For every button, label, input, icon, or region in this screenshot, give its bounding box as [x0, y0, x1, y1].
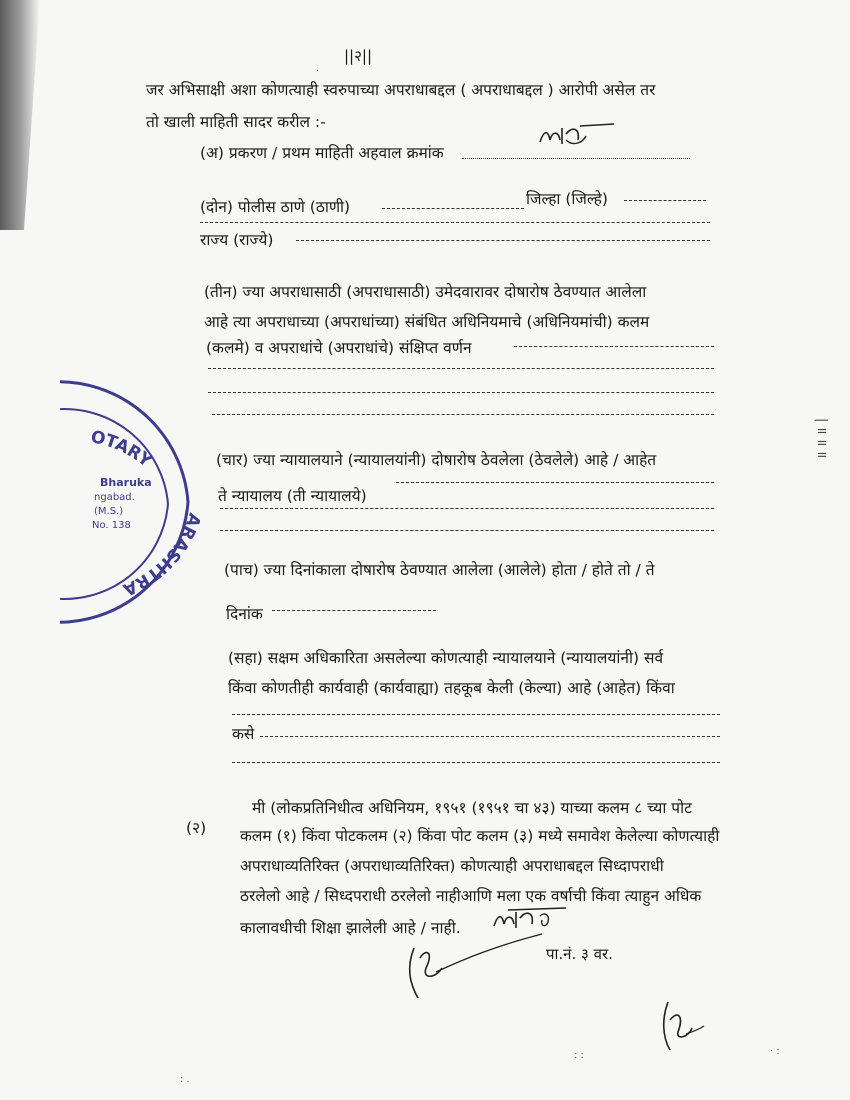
section-2-line-3: अपराधाव्यतिरिक्त (अपराधाव्यतिरिक्त) कोणत्याही अपराधाबद्दल सिध्दापराधी [240, 857, 664, 875]
item-two-line-2: राज्य (राज्ये) [200, 231, 274, 249]
signature-1 [396, 928, 546, 1008]
item-a-handwritten-answer [536, 118, 616, 158]
item-four-line-1: (चार) ज्या न्यायालयाने (न्यायालयांनी) दोषारोष ठेवलेला (ठेवलेले) आहे / आहेत [216, 451, 657, 469]
item-a-label: (अ) प्रकरण / प्रथम माहिती अहवाल क्रमांक [200, 144, 444, 162]
item-three-line-1: (तीन) ज्या अपराधासाठी (अपराधासाठी) उमेदवारावर दोषारोष ठेवण्यात आलेला [204, 283, 647, 301]
item-four-dash-1 [396, 482, 714, 483]
item-two-dash-4 [296, 240, 710, 241]
stamp-city: ngabad. [94, 492, 135, 503]
item-three-dash-4 [212, 414, 714, 415]
item-four-dash-3 [220, 530, 714, 531]
item-six-line-2: किंवा कोणतीही कार्यवाही (कार्यवाह्या) तहकूब केली (केल्या) आहे (आहेत) किंवा [228, 679, 675, 697]
item-two-dash-1 [382, 208, 524, 209]
item-three-line-3: (कलमे) व अपराधांचे (अपराधांचे) संक्षिप्त वर्णन [206, 339, 472, 357]
stamp-state: (M.S.) [94, 506, 124, 517]
scan-speck-2: : . [180, 1074, 190, 1085]
section-2-line-5: कालावधीची शिक्षा झालेली आहे / नाही. [240, 919, 461, 937]
item-five-dash-1 [272, 610, 436, 611]
page-number: ||२|| [344, 47, 373, 65]
scan-speck-3: : : [574, 1050, 584, 1061]
item-six-dash-3 [232, 762, 720, 763]
item-two-dash-2 [624, 200, 706, 201]
section-2-line-4: ठरलेलो आहे / सिध्दपराधी ठरलेलो नाहीआणि मला एक वर्षाची किंवा त्याहुन अधिक [240, 887, 702, 905]
continued-note: पा.नं. ३ वर. [546, 945, 613, 963]
scan-speck-4: · : [770, 1046, 780, 1057]
stamp-reg: No. 138 [92, 520, 131, 531]
item-three-dash-2 [208, 368, 714, 369]
stamp-name: Bharuka [100, 476, 152, 489]
item-five-line-2: दिनांक [226, 605, 263, 623]
stamp-bottom-text: RASHTRA [119, 522, 200, 600]
item-three-dash-1 [514, 346, 714, 347]
item-two-dash-3 [200, 222, 710, 223]
item-six-dash-1 [232, 714, 720, 715]
item-four-line-2: ते न्यायालय (ती न्यायालये) [218, 487, 367, 505]
item-five-line-1: (पाच) ज्या दिनांकाला दोषारोष ठेवण्यात आलेला (आलेले) होता / होते तो / ते [224, 561, 655, 579]
right-margin-marks: | ॥ ॥ ॥ [814, 418, 829, 459]
section-2-line-2: कलम (१) किंवा पोटकलम (२) किंवा पोट कलम (३) मध्ये समावेश केलेल्या कोणत्याही [240, 827, 720, 845]
item-six-dash-2 [260, 736, 720, 737]
section-2-number: (२) [186, 819, 207, 837]
item-a-dotted-line [462, 158, 690, 159]
item-three-dash-3 [208, 392, 714, 393]
section-2-line-1: मी (लोकप्रतिनिधीत्व अधिनियम, १९५१ (१९५१ चा ४३) याच्या कलम ८ च्या पोट [252, 799, 692, 817]
item-two-line-1b: जिल्हा (जिल्हे) [526, 190, 608, 208]
stamp-top-text: OTARY [88, 427, 156, 472]
scan-edge-shadow [0, 0, 40, 230]
item-two-line-1a: (दोन) पोलीस ठाणे (ठाणी) [200, 198, 351, 216]
signature-2 [650, 996, 710, 1060]
intro-line-1: जर अभिसाक्षी अशा कोणत्याही स्वरुपाच्या अपराधाबद्दल ( अपराधाबद्दल ) आरोपी असेल तर [146, 81, 656, 99]
intro-line-2: तो खाली माहिती सादर करील :- [146, 113, 326, 131]
item-four-dash-2 [220, 508, 714, 509]
svg-text:OTARY [89, 427, 156, 472]
item-three-line-2: आहे त्या अपराधाच्या (अपराधांच्या) संबंधित अधिनियमाचे (अधिनियमांची) कलम [204, 313, 650, 331]
scan-speck-1: · [316, 66, 320, 77]
notary-stamp [60, 372, 200, 632]
item-six-line-1: (सहा) सक्षम अधिकारिता असलेल्या कोणत्याही न्यायालयाने (न्यायालयांनी) सर्व [228, 649, 664, 667]
item-six-line-3: कसे [232, 725, 255, 743]
svg-text:ARASHTRA [119, 510, 200, 599]
